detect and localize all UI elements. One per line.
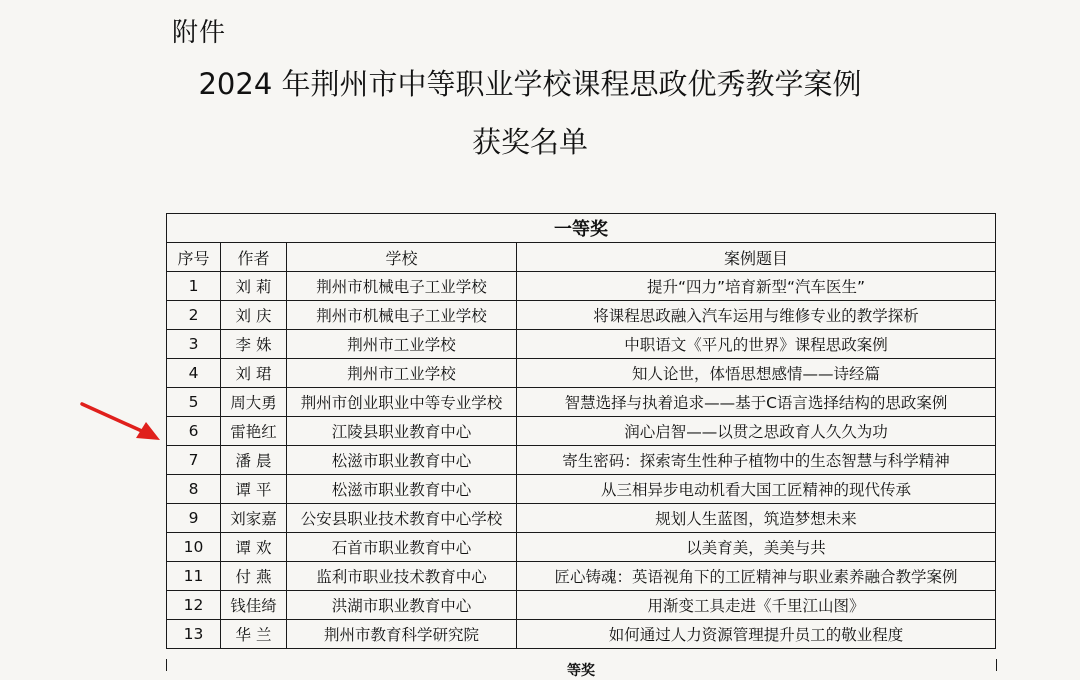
table-row bbox=[167, 359, 996, 388]
cell-case-title: 知人论世，体悟思想感情——诗经篇 bbox=[517, 359, 996, 388]
cell-no: 12 bbox=[167, 591, 221, 620]
attachment-label: 附件 bbox=[172, 18, 227, 48]
cell-case-title: 寄生密码：探索寄生性种子植物中的生态智慧与科学精神 bbox=[517, 446, 996, 475]
award-table bbox=[166, 213, 996, 649]
cell-no: 11 bbox=[167, 562, 221, 591]
table-row bbox=[167, 562, 996, 591]
table-row bbox=[167, 591, 996, 620]
cell-no: 7 bbox=[167, 446, 221, 475]
cell-school: 荆州市工业学校 bbox=[287, 330, 517, 359]
cell-school: 公安县职业技术教育中心学校 bbox=[287, 504, 517, 533]
table-row bbox=[167, 446, 996, 475]
document-title: 2024 年荆州市中等职业学校课程思政优秀教学案例 bbox=[198, 67, 862, 101]
cell-school: 江陵县职业教育中心 bbox=[287, 417, 517, 446]
cell-school: 荆州市创业职业中等专业学校 bbox=[287, 388, 517, 417]
cell-author: 雷艳红 bbox=[221, 417, 287, 446]
cell-school: 荆州市工业学校 bbox=[287, 359, 517, 388]
cell-no: 10 bbox=[167, 533, 221, 562]
cell-case-title: 用渐变工具走进《千里江山图》 bbox=[517, 591, 996, 620]
cell-school: 监利市职业技术教育中心 bbox=[287, 562, 517, 591]
table-row bbox=[167, 620, 996, 649]
cell-case-title: 从三相异步电动机看大国工匠精神的现代传承 bbox=[517, 475, 996, 504]
cell-no: 2 bbox=[167, 301, 221, 330]
table-row bbox=[167, 388, 996, 417]
cell-author: 刘家嘉 bbox=[221, 504, 287, 533]
cell-author: 刘 莉 bbox=[221, 272, 287, 301]
cell-no: 9 bbox=[167, 504, 221, 533]
cell-no: 8 bbox=[167, 475, 221, 504]
cell-case-title: 将课程思政融入汽车运用与维修专业的教学探析 bbox=[517, 301, 996, 330]
column-header-case-title: 案例题目 bbox=[517, 243, 996, 272]
cell-case-title: 润心启智——以贯之思政育人久久为功 bbox=[517, 417, 996, 446]
cell-author: 刘 珺 bbox=[221, 359, 287, 388]
red-arrow-icon bbox=[78, 398, 168, 446]
award-level-heading: 一等奖 bbox=[167, 214, 996, 243]
cell-author: 谭 平 bbox=[221, 475, 287, 504]
cell-case-title: 提升“四力”培育新型“汽车医生” bbox=[517, 272, 996, 301]
cell-author: 刘 庆 bbox=[221, 301, 287, 330]
cell-author: 付 燕 bbox=[221, 562, 287, 591]
cell-no: 4 bbox=[167, 359, 221, 388]
table-row bbox=[167, 272, 996, 301]
cell-case-title: 匠心铸魂：英语视角下的工匠精神与职业素养融合教学案例 bbox=[517, 562, 996, 591]
cell-no: 5 bbox=[167, 388, 221, 417]
cell-school: 荆州市教育科学研究院 bbox=[287, 620, 517, 649]
cell-author: 李 姝 bbox=[221, 330, 287, 359]
cell-no: 3 bbox=[167, 330, 221, 359]
cell-case-title: 智慧选择与执着追求——基于C语言选择结构的思政案例 bbox=[517, 388, 996, 417]
table-row bbox=[167, 533, 996, 562]
column-header-no: 序号 bbox=[167, 243, 221, 272]
cell-school: 荆州市机械电子工业学校 bbox=[287, 272, 517, 301]
table-row bbox=[167, 301, 996, 330]
cell-school: 洪湖市职业教育中心 bbox=[287, 591, 517, 620]
cell-school: 松滋市职业教育中心 bbox=[287, 475, 517, 504]
table-row bbox=[167, 417, 996, 446]
cell-author: 谭 欢 bbox=[221, 533, 287, 562]
cell-author: 周大勇 bbox=[221, 388, 287, 417]
cell-school: 荆州市机械电子工业学校 bbox=[287, 301, 517, 330]
cell-no: 6 bbox=[167, 417, 221, 446]
cell-author: 潘 晨 bbox=[221, 446, 287, 475]
table-row bbox=[167, 504, 996, 533]
cell-author: 钱佳绮 bbox=[221, 591, 287, 620]
cell-school: 石首市职业教育中心 bbox=[287, 533, 517, 562]
document-subtitle: 获奖名单 bbox=[471, 125, 588, 159]
column-header-school: 学校 bbox=[287, 243, 517, 272]
column-header-author: 作者 bbox=[221, 243, 287, 272]
cell-no: 1 bbox=[167, 272, 221, 301]
cell-case-title: 中职语文《平凡的世界》课程思政案例 bbox=[517, 330, 996, 359]
next-section-partial bbox=[166, 659, 997, 679]
cell-school: 松滋市职业教育中心 bbox=[287, 446, 517, 475]
cell-case-title: 如何通过人力资源管理提升员工的敬业程度 bbox=[517, 620, 996, 649]
cell-case-title: 规划人生蓝图，筑造梦想未来 bbox=[517, 504, 996, 533]
cell-author: 华 兰 bbox=[221, 620, 287, 649]
table-row bbox=[167, 475, 996, 504]
cell-case-title: 以美育美，美美与共 bbox=[517, 533, 996, 562]
next-section-label: 等奖 bbox=[567, 663, 595, 679]
cell-no: 13 bbox=[167, 620, 221, 649]
table-row bbox=[167, 330, 996, 359]
table-header-row bbox=[167, 243, 996, 272]
